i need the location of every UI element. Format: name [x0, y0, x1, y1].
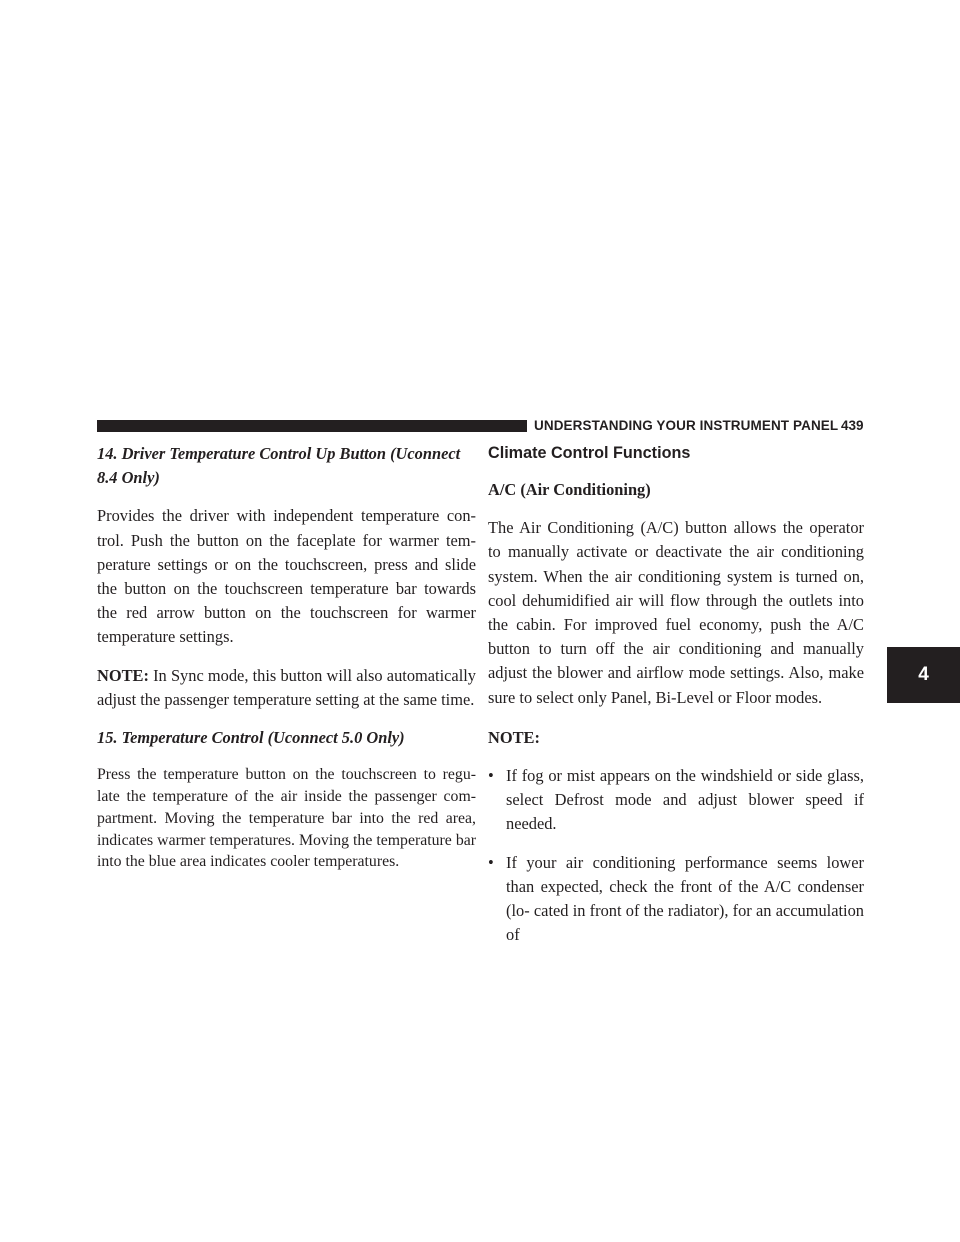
item-14-body: Provides the driver with independent temperature con- trol. Push the button on the faceplate for warmer tem- perature settings or on the touchscreen, press and slide the button on the touchscreen temperature bar towards the red arrow button on the touchscreen for warmer temperature settings. — [97, 506, 476, 647]
running-header-title: UNDERSTANDING YOUR INSTRUMENT PANEL — [534, 418, 839, 433]
bullet-icon: • — [488, 852, 494, 872]
note-heading: NOTE: — [488, 727, 540, 747]
header-rule-bar — [97, 420, 527, 432]
list-item — [488, 764, 864, 837]
left-column — [97, 442, 476, 873]
note-label: NOTE: — [97, 665, 149, 685]
right-column — [488, 442, 864, 947]
ac-heading: A/C (Air Conditioning) — [488, 480, 651, 499]
item-15-body: Press the temperature button on the touchscreen to regu- late the temperature of the air inside the passenger com- partment. Moving the temperature bar into the red area, indicates warmer temperatures. Moving the temperature bar into the blue area indicates cooler temperatures. — [97, 766, 476, 871]
list-item-text: If your air conditioning performance seems lower than expected, check the front of the A/C condenser (lo- cated in front of the radiator), for an accumulation of — [506, 852, 864, 945]
item-14-heading: 14. Driver Temperature Control Up Button (Uconnect 8.4 Only) — [97, 444, 461, 488]
page-number: 439 — [841, 418, 864, 433]
bullet-icon: • — [488, 766, 494, 786]
note-bullet-list — [488, 764, 864, 947]
ac-body: The Air Conditioning (A/C) button allows the operator to manually activate or deactivate the air conditioning system. When the air conditioning system is turned on, cool dehumidified air will flow through the outlets into the cabin. For improved fuel economy, push the A/C button to turn off the air conditioning and manually adjust the blower and airflow mode settings. Also, make sure to select only Panel, Bi-Level or Floor modes. — [488, 518, 864, 707]
list-item-text: If fog or mist appears on the windshield or side glass, select Defrost mode and adjust blower speed if needed. — [506, 766, 864, 834]
note-text: In Sync mode, this button will also automatically adjust the passenger temperature setting at the same time. — [97, 665, 476, 709]
list-item — [488, 851, 864, 948]
item-15-heading: 15. Temperature Control (Uconnect 5.0 Only) — [97, 728, 405, 748]
section-title: Climate Control Functions — [488, 444, 691, 462]
chapter-tab: 4 — [887, 647, 960, 703]
note-paragraph — [97, 664, 476, 712]
